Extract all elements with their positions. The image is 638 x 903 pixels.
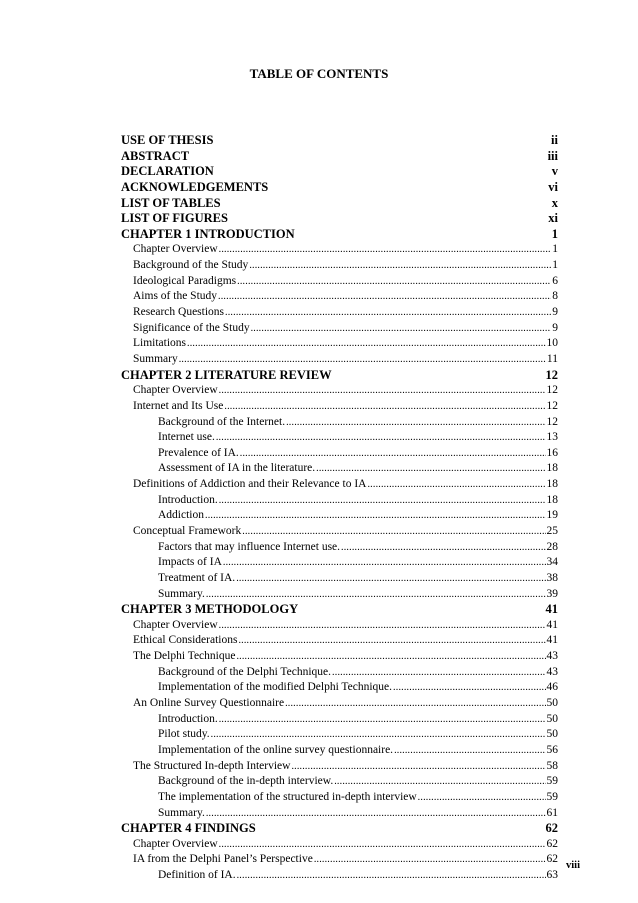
dot-leader — [237, 868, 546, 884]
toc-entry-page: ii — [551, 133, 558, 147]
toc-entry-label: CHAPTER 1 INTRODUCTION — [121, 226, 295, 241]
toc-entry-page: 18 — [546, 462, 558, 475]
toc-entry-label: Assessment of IA in the literature. — [158, 462, 316, 475]
toc-entry-label: Ideological Paradigms — [133, 274, 237, 287]
toc-entry-page: 18 — [546, 478, 558, 491]
toc-entry-page: x — [551, 195, 558, 210]
toc-subsection-entry — [121, 665, 558, 681]
dot-leader — [286, 415, 545, 431]
toc-section-entry — [121, 696, 558, 712]
toc-subsection-entry — [121, 587, 558, 603]
dot-leader — [219, 837, 546, 853]
toc-entry-page: 28 — [546, 540, 558, 553]
toc-chapter-entry — [121, 164, 558, 180]
toc-chapter-entry — [121, 211, 558, 227]
toc-section-entry — [121, 837, 558, 853]
toc-chapter-entry — [121, 180, 558, 196]
toc-chapter-entry — [121, 227, 558, 243]
toc-subsection-entry — [121, 806, 558, 822]
toc-entry-label: Aims of the Study — [133, 290, 218, 303]
toc-entry-label: LIST OF FIGURES — [121, 211, 228, 226]
toc-entry-label: Addiction — [158, 509, 204, 522]
toc-entry-page: 61 — [546, 806, 558, 819]
dot-leader — [418, 790, 546, 806]
toc-entry-label: An Online Survey Questionnaire — [133, 697, 285, 710]
toc-section-entry — [121, 649, 558, 665]
dot-leader — [219, 242, 552, 258]
dot-leader — [219, 493, 546, 509]
toc-subsection-entry — [121, 680, 558, 696]
dot-leader — [236, 571, 545, 587]
toc-entry-page: 62 — [546, 853, 558, 866]
toc-entry-page: 12 — [546, 384, 558, 397]
toc-entry-page: 12 — [546, 399, 558, 412]
dot-leader — [206, 806, 546, 822]
toc-entry-label: The Structured In-depth Interview — [133, 759, 291, 772]
toc-entry-label: DECLARATION — [121, 164, 214, 179]
dot-leader — [242, 524, 545, 540]
toc-section-entry — [121, 242, 558, 258]
dot-leader — [218, 289, 551, 305]
toc-entry-label: Chapter Overview — [133, 243, 218, 256]
toc-subsection-entry — [121, 727, 558, 743]
dot-leader — [332, 665, 545, 681]
toc-entry-label: Internet and Its Use — [133, 399, 224, 412]
toc-entry-label: Background of the Study — [133, 259, 249, 272]
toc-entry-page: 43 — [546, 650, 558, 663]
toc-entry-page: 43 — [546, 665, 558, 678]
toc-section-entry — [121, 289, 558, 305]
toc-subsection-entry — [121, 415, 558, 431]
dot-leader — [206, 587, 546, 603]
toc-entry-page: 6 — [552, 274, 558, 287]
dot-leader — [316, 461, 545, 477]
dot-leader — [240, 446, 546, 462]
toc-entry-page: 1 — [552, 259, 558, 272]
toc-entry-label: IA from the Delphi Panel’s Perspective — [133, 853, 313, 866]
toc-entry-label: USE OF THESIS — [121, 133, 214, 147]
toc-entry-page: 62 — [546, 837, 558, 850]
dot-leader — [249, 258, 551, 274]
page-title: TABLE OF CONTENTS — [249, 66, 389, 81]
toc-entry-page: 1 — [551, 226, 558, 241]
toc-entry-label: Definitions of Addiction and their Relevance to IA — [133, 478, 367, 491]
dot-leader — [334, 774, 545, 790]
toc-entry-page: 8 — [552, 290, 558, 303]
toc-entry-page: 13 — [546, 431, 558, 444]
toc-entry-label: Background of the Internet. — [158, 415, 286, 428]
toc-entry-label: The Delphi Technique — [133, 650, 236, 663]
toc-section-entry — [121, 305, 558, 321]
toc-entry-label: CHAPTER 4 FINDINGS — [121, 821, 256, 836]
dot-leader — [219, 712, 546, 728]
toc-section-entry — [121, 399, 558, 415]
toc-subsection-entry — [121, 493, 558, 509]
toc-entry-label: Ethical Considerations — [133, 634, 238, 647]
toc-section-entry — [121, 618, 558, 634]
toc-section-entry — [121, 477, 558, 493]
dot-leader — [223, 555, 546, 571]
dot-leader — [216, 430, 546, 446]
toc-entry-label: Factors that may influence Internet use. — [158, 540, 341, 553]
toc-entry-label: Conceptual Framework — [133, 525, 242, 537]
dot-leader — [285, 696, 545, 712]
dot-leader — [224, 399, 545, 415]
toc-subsection-entry — [121, 790, 558, 806]
toc-entry-page: 19 — [546, 509, 558, 522]
toc-entry-page: 41 — [546, 618, 558, 631]
toc-entry-page: v — [551, 164, 558, 179]
toc-entry-label: The implementation of the structured in-depth interview — [158, 790, 417, 803]
toc-entry-label: Impacts of IA — [158, 556, 222, 569]
toc-entry-label: Chapter Overview — [133, 837, 218, 850]
toc-subsection-entry — [121, 868, 558, 884]
toc-section-entry — [121, 524, 558, 540]
toc-entry-label: ACKNOWLEDGEMENTS — [121, 179, 269, 194]
toc-entry-page: 50 — [546, 728, 558, 741]
toc-entry-label: ABSTRACT — [121, 148, 190, 163]
toc-chapter-entry — [121, 602, 558, 618]
toc-entry-label: LIST OF TABLES — [121, 195, 221, 210]
toc-entry-page: 38 — [546, 571, 558, 584]
toc-subsection-entry — [121, 712, 558, 728]
toc-entry-label: CHAPTER 3 METHODOLOGY — [121, 602, 299, 617]
toc-entry-page: 1 — [552, 243, 558, 256]
toc-subsection-entry — [121, 571, 558, 587]
dot-leader — [394, 743, 545, 759]
toc-entry-label: Internet use. — [158, 431, 215, 444]
toc-chapter-entry — [121, 149, 558, 165]
toc-subsection-entry — [121, 461, 558, 477]
dot-leader — [187, 336, 545, 352]
toc-entry-label: Introduction. — [158, 712, 218, 725]
toc-entry-page: 62 — [545, 821, 558, 836]
toc-section-entry — [121, 634, 558, 650]
toc-entry-page: iii — [547, 148, 558, 163]
toc-section-entry — [121, 336, 558, 352]
toc-chapter-entry — [121, 133, 558, 149]
toc-entry-label: Summary — [133, 352, 178, 365]
toc-entry-label: Background of the in-depth interview. — [158, 775, 334, 788]
toc-entry-label: Chapter Overview — [133, 384, 218, 397]
dot-leader — [367, 477, 545, 493]
toc-entry-page: 41 — [545, 602, 558, 617]
toc-subsection-entry — [121, 446, 558, 462]
toc-entry-page: 46 — [546, 681, 558, 694]
toc-entry-label: Introduction. — [158, 493, 218, 506]
toc-entry-label: Prevalence of IA. — [158, 446, 239, 459]
toc-entry-page: 63 — [546, 869, 558, 882]
toc-entry-page: 50 — [546, 697, 558, 710]
dot-leader — [314, 852, 546, 868]
toc-entry-page: 59 — [546, 775, 558, 788]
toc-entry-page: xi — [548, 211, 558, 226]
dot-leader — [393, 680, 545, 696]
dot-leader — [219, 383, 546, 399]
toc-entry-label: Treatment of IA. — [158, 571, 236, 584]
toc-entry-label: Summary. — [158, 587, 205, 600]
toc-section-entry — [121, 852, 558, 868]
toc-chapter-entry — [121, 196, 558, 212]
dot-leader — [341, 540, 545, 556]
toc-chapter-entry — [121, 368, 558, 384]
toc-entry-label: Chapter Overview — [133, 618, 218, 631]
dot-leader — [179, 352, 546, 368]
toc-entry-label: Limitations — [133, 337, 187, 350]
toc-entry-page: 25 — [546, 525, 558, 537]
toc-entry-page: 16 — [546, 446, 558, 459]
toc-entry-page: 58 — [546, 759, 558, 772]
toc-entry-page: 50 — [546, 712, 558, 725]
toc-entry-label: Definition of IA. — [158, 869, 236, 882]
toc-chapter-entry — [121, 821, 558, 837]
toc-subsection-entry — [121, 743, 558, 759]
toc-entry-page: 56 — [546, 743, 558, 756]
toc-entry-label: Background of the Delphi Technique. — [158, 665, 332, 678]
toc-subsection-entry — [121, 508, 558, 524]
toc-entry-label: Research Questions — [133, 306, 225, 319]
toc-subsection-entry — [121, 430, 558, 446]
toc-entry-page: 18 — [546, 493, 558, 506]
toc-entry-page: 12 — [546, 415, 558, 428]
table-of-contents — [121, 133, 558, 884]
toc-entry-page: vi — [548, 179, 558, 194]
dot-leader — [291, 759, 545, 775]
toc-entry-page: 59 — [546, 790, 558, 803]
dot-leader — [251, 321, 552, 337]
dot-leader — [237, 274, 551, 290]
toc-subsection-entry — [121, 540, 558, 556]
dot-leader — [238, 634, 545, 650]
toc-entry-page: 34 — [546, 556, 558, 569]
toc-section-entry — [121, 321, 558, 337]
dot-leader — [205, 508, 546, 524]
toc-entry-label: CHAPTER 2 LITERATURE REVIEW — [121, 367, 332, 382]
toc-entry-label: Significance of the Study — [133, 321, 250, 334]
toc-section-entry — [121, 274, 558, 290]
toc-entry-page: 39 — [546, 587, 558, 600]
dot-leader — [236, 649, 545, 665]
toc-entry-label: Pilot study. — [158, 728, 210, 741]
toc-entry-page: 41 — [546, 634, 558, 647]
toc-section-entry — [121, 352, 558, 368]
toc-entry-page: 10 — [546, 337, 558, 350]
page-number: viii — [565, 860, 580, 871]
toc-section-entry — [121, 383, 558, 399]
toc-section-entry — [121, 258, 558, 274]
dot-leader — [219, 618, 546, 634]
toc-entry-page: 11 — [546, 352, 558, 365]
toc-subsection-entry — [121, 774, 558, 790]
toc-entry-label: Implementation of the modified Delphi Technique. — [158, 681, 393, 694]
dot-leader — [225, 305, 551, 321]
toc-section-entry — [121, 759, 558, 775]
toc-entry-page: 9 — [552, 306, 558, 319]
toc-entry-label: Implementation of the online survey questionnaire. — [158, 743, 394, 756]
toc-entry-label: Summary. — [158, 806, 205, 819]
dot-leader — [211, 727, 546, 743]
toc-entry-page: 12 — [545, 367, 558, 382]
toc-subsection-entry — [121, 555, 558, 571]
toc-entry-page: 9 — [552, 321, 558, 334]
